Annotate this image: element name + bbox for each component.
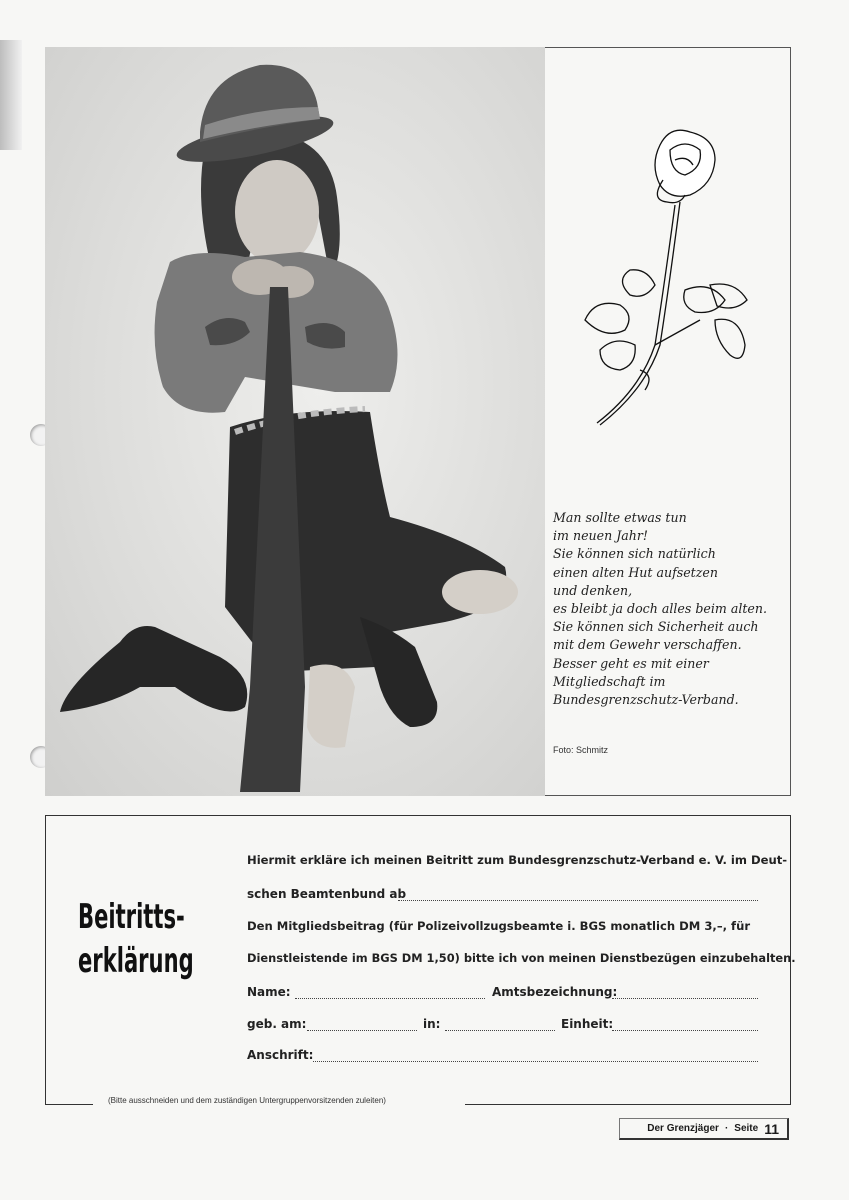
photo-credit: Foto: Schmitz bbox=[553, 745, 609, 755]
form-fee-line: Dienstleistende im BGS DM 1,50) bitte ich von meinen Dienstbezügen einzubehalten. bbox=[247, 951, 796, 965]
poem-line: Mitgliedschaft im bbox=[553, 673, 666, 689]
page-number: 11 bbox=[764, 1120, 779, 1137]
woman-photo bbox=[45, 47, 545, 796]
anschrift-field[interactable] bbox=[313, 1061, 758, 1062]
form-title-line: Beitritts- bbox=[78, 897, 185, 937]
einheit-label: Einheit: bbox=[561, 1017, 614, 1031]
poem-line: und denken, bbox=[553, 582, 633, 598]
form-intro-line: Hiermit erkläre ich meinen Beitritt zum Bundesgrenzschutz-Verband e. V. im Deut- bbox=[247, 853, 788, 867]
poem bbox=[553, 509, 788, 709]
publication-name: Der Grenzjäger bbox=[647, 1123, 719, 1134]
poem-line: Man sollte etwas tun bbox=[553, 510, 687, 525]
anschrift-label: Anschrift: bbox=[247, 1048, 314, 1062]
form-fee-line: Den Mitgliedsbeitrag (für Polizeivollzugsbeamte i. BGS monatlich DM 3,–, für bbox=[247, 919, 751, 933]
page-footer bbox=[619, 1118, 789, 1140]
poem-line: im neuen Jahr! bbox=[553, 528, 648, 544]
amtsbezeichnung-field[interactable] bbox=[612, 998, 758, 999]
rose-illustration bbox=[575, 120, 765, 440]
page-label: Seite bbox=[734, 1123, 759, 1134]
cut-instruction: (Bitte ausschneiden und dem zuständigen Untergruppenvorsitzenden zuleiten) bbox=[108, 1096, 386, 1105]
name-field[interactable] bbox=[295, 998, 485, 999]
poem-line: einen alten Hut aufsetzen bbox=[553, 564, 718, 580]
poem-line: es bleibt ja doch alles beim alten. bbox=[553, 601, 767, 617]
geburtsort-field[interactable] bbox=[445, 1030, 555, 1031]
footer-separator: · bbox=[724, 1123, 729, 1134]
name-label: Name: bbox=[247, 985, 291, 999]
poem-line: Besser geht es mit einer bbox=[553, 655, 709, 671]
poem-line: Sie können sich Sicherheit auch bbox=[553, 619, 759, 635]
amtsbezeichnung-label: Amtsbezeichnung: bbox=[492, 985, 618, 999]
page-edge bbox=[0, 40, 22, 150]
form-title bbox=[78, 895, 194, 983]
geburtsort-label: in: bbox=[423, 1017, 441, 1031]
geb-am-field[interactable] bbox=[307, 1030, 417, 1031]
einheit-field[interactable] bbox=[612, 1030, 758, 1031]
form-intro-line: schen Beamtenbund ab bbox=[247, 887, 407, 901]
geb-am-label: geb. am: bbox=[247, 1017, 307, 1031]
beitritt-date-field[interactable] bbox=[398, 900, 758, 901]
form-title-line: erklärung bbox=[78, 941, 194, 981]
poem-line: Bundesgrenzschutz-Verband. bbox=[553, 692, 739, 708]
poem-line: Sie können sich natürlich bbox=[553, 546, 716, 562]
cut-line bbox=[45, 1104, 93, 1105]
cut-line bbox=[465, 1104, 791, 1105]
poem-line: mit dem Gewehr verschaffen. bbox=[553, 637, 742, 653]
